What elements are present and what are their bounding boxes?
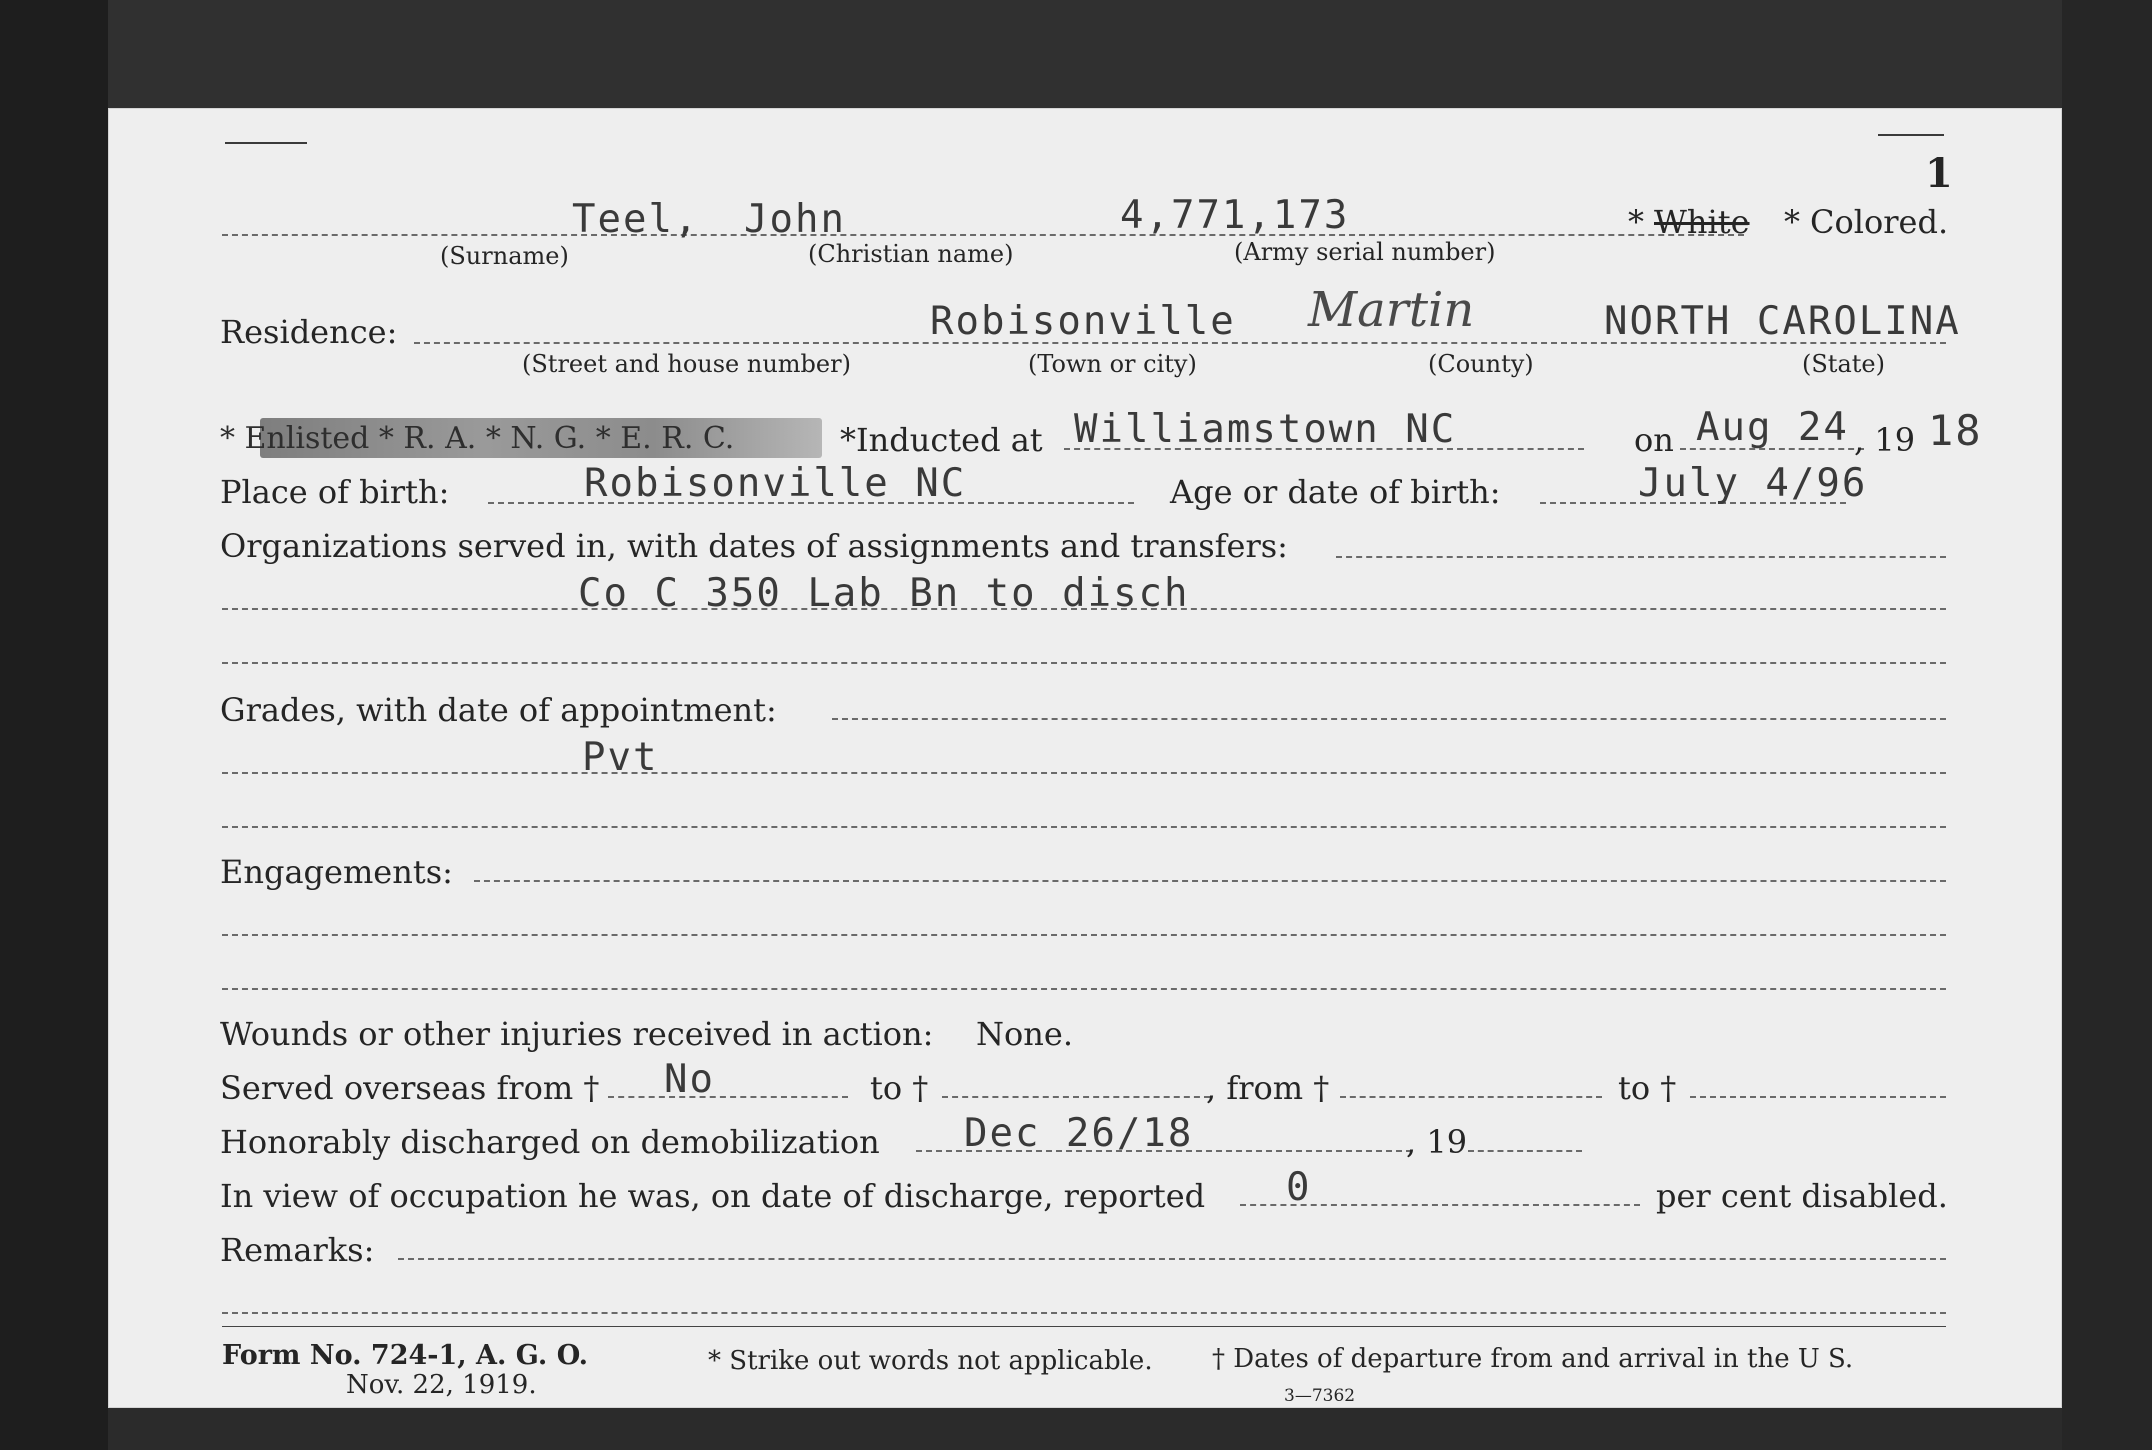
top-right-rule xyxy=(1878,134,1944,136)
form-number: Form No. 724-1, A. G. O. xyxy=(222,1340,589,1371)
race-white-star: * xyxy=(1628,203,1644,241)
remarks-line-2 xyxy=(222,1312,1946,1314)
residence-town: Robisonville xyxy=(930,299,1236,344)
town-caption: (Town or city) xyxy=(1028,350,1197,378)
induction-date: Aug 24 xyxy=(1696,405,1849,450)
birthplace-label: Place of birth: xyxy=(220,473,450,511)
disability-label: In view of occupation he was, on date of discharge, reported xyxy=(220,1177,1206,1215)
service-record-card xyxy=(108,108,2062,1408)
discharge-date: Dec 26/18 xyxy=(964,1111,1194,1156)
organizations-line-3 xyxy=(222,662,1946,664)
residence-state: NORTH CAROLINA xyxy=(1604,299,1961,344)
residence-county: Martin xyxy=(1308,282,1475,338)
birthplace-value: Robisonville NC xyxy=(584,461,967,506)
card-number: 1 xyxy=(1925,150,1953,197)
overseas-from-value: No xyxy=(664,1057,715,1102)
discharge-year-label: , 19 xyxy=(1406,1123,1468,1161)
wounds-label: Wounds or other injuries received in action: xyxy=(220,1015,934,1053)
remarks-label: Remarks: xyxy=(220,1231,375,1269)
engagements-line-2 xyxy=(222,934,1946,936)
overseas-to2-line xyxy=(1690,1096,1946,1098)
scan-background-left xyxy=(0,0,108,1450)
discharge-year-line xyxy=(1468,1150,1582,1152)
race-colored-star: * xyxy=(1784,203,1800,241)
grades-line-2 xyxy=(222,772,1946,774)
race-colored: Colored. xyxy=(1810,203,1949,241)
birthdate-value: July 4/96 xyxy=(1638,461,1868,506)
grades-label: Grades, with date of appointment: xyxy=(220,691,777,729)
overseas-from2-label: , from † xyxy=(1206,1069,1330,1107)
form-date: Nov. 22, 1919. xyxy=(346,1370,537,1400)
organizations-line-1 xyxy=(1336,556,1946,558)
name-line xyxy=(222,234,1744,236)
christian-name-caption: (Christian name) xyxy=(808,240,1014,268)
serial-number-value: 4,771,173 xyxy=(1120,193,1350,238)
inducted-at-label: *Inducted at xyxy=(840,421,1043,459)
overseas-from2-line xyxy=(1340,1096,1602,1098)
engagements-line-3 xyxy=(222,988,1946,990)
disability-value: 0 xyxy=(1286,1165,1312,1210)
christian-name-value: John xyxy=(744,197,846,242)
strike-out-note: * Strike out words not applicable. xyxy=(708,1346,1153,1376)
discharge-label: Honorably discharged on demobilization xyxy=(220,1123,880,1161)
induction-year: 18 xyxy=(1928,406,1983,455)
surname-value: Teel, xyxy=(572,197,700,242)
departure-dates-note: † Dates of departure from and arrival in the U S. xyxy=(1212,1344,1854,1374)
engagements-label: Engagements: xyxy=(220,853,453,891)
race-white-struck: White xyxy=(1654,203,1750,241)
induction-year-prefix: , 19 xyxy=(1854,421,1916,459)
scan-background-right xyxy=(2062,0,2152,1450)
scan-background-top xyxy=(0,0,2152,108)
footer-rule xyxy=(222,1326,1946,1327)
surname-caption: (Surname) xyxy=(440,242,569,270)
overseas-from-line xyxy=(608,1096,848,1098)
serial-number-caption: (Army serial number) xyxy=(1234,238,1496,266)
organizations-value: Co C 350 Lab Bn to disch xyxy=(578,571,1190,616)
remarks-line-1 xyxy=(398,1258,1946,1260)
top-left-rule xyxy=(225,142,307,144)
overseas-to-label: to † xyxy=(870,1069,929,1107)
disability-suffix: per cent disabled. xyxy=(1656,1177,1948,1215)
residence-label: Residence: xyxy=(220,313,398,351)
wounds-value: None. xyxy=(976,1015,1073,1053)
county-caption: (County) xyxy=(1428,350,1534,378)
grades-line-3 xyxy=(222,826,1946,828)
enlisted-options: * Enlisted * R. A. * N. G. * E. R. C. xyxy=(220,421,735,456)
overseas-to2-label: to † xyxy=(1618,1069,1677,1107)
print-code: 3—7362 xyxy=(1284,1386,1356,1406)
birthdate-label: Age or date of birth: xyxy=(1170,473,1501,511)
engagements-line-1 xyxy=(474,880,1946,882)
induction-on-label: on xyxy=(1634,421,1674,459)
grades-value: Pvt xyxy=(582,735,659,780)
inducted-place: Williamstown NC xyxy=(1074,407,1457,452)
state-caption: (State) xyxy=(1802,350,1885,378)
grades-line-1 xyxy=(832,718,1946,720)
street-caption: (Street and house number) xyxy=(522,350,851,378)
overseas-to-line xyxy=(942,1096,1210,1098)
organizations-label: Organizations served in, with dates of assignments and transfers: xyxy=(220,527,1288,565)
overseas-from-label: Served overseas from † xyxy=(220,1069,600,1107)
